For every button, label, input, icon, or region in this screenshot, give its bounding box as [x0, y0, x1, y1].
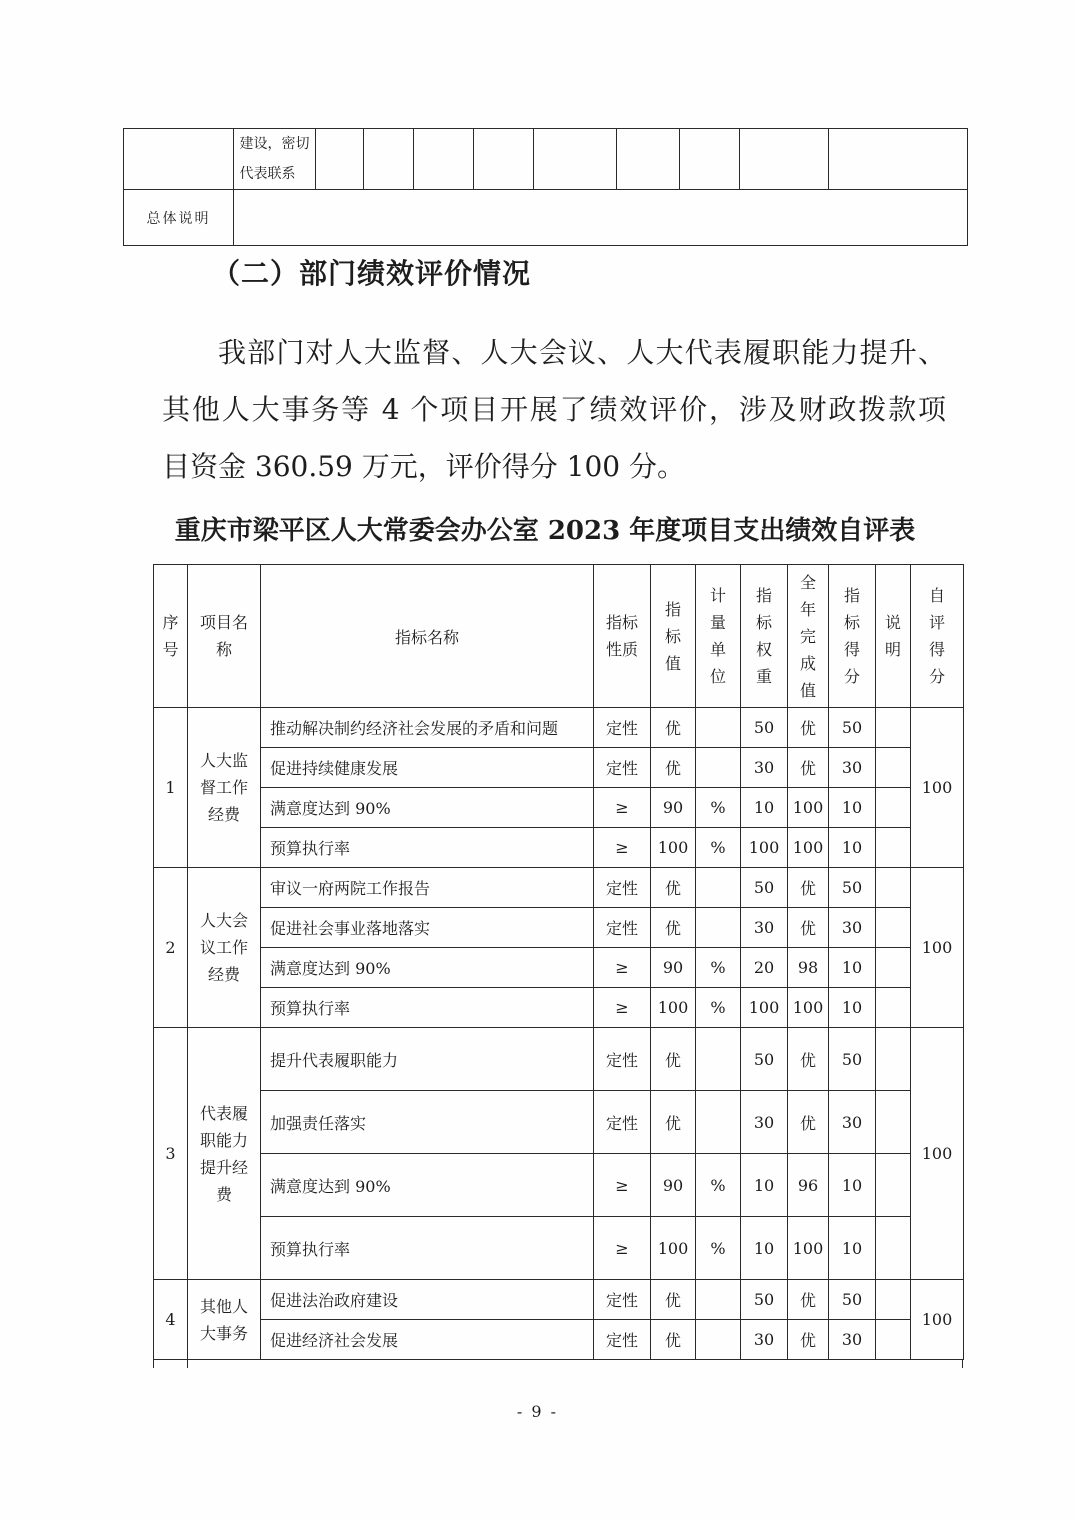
- cell-note: [876, 828, 911, 868]
- cell-note: [876, 988, 911, 1028]
- group-self-score-cell: 100: [911, 708, 964, 868]
- cell-note: [876, 1154, 911, 1217]
- fragment-empty-cell: [124, 129, 234, 190]
- col-header-target-value: [651, 565, 696, 708]
- col-header-indicator-score: [829, 565, 876, 708]
- cell-indicator: 满意度达到 90%: [261, 948, 594, 988]
- col-header-annual-actual: [788, 565, 829, 708]
- group-project-name: 其他人大事务: [199, 1296, 248, 1343]
- section-heading: （二）部门绩效评价情况: [212, 257, 532, 290]
- cell-nature: 定性: [594, 748, 651, 788]
- cell-score: 50: [829, 708, 876, 748]
- table-row: [154, 1028, 964, 1091]
- cell-nature: ≥: [594, 948, 651, 988]
- cell-actual: 优: [788, 748, 829, 788]
- cell-weight: 10: [741, 1217, 788, 1280]
- table-row: [154, 1320, 964, 1360]
- cell-nature: ≥: [594, 788, 651, 828]
- fragment-table: [123, 128, 968, 246]
- group-self-score-cell: 100: [911, 1028, 964, 1280]
- cell-score: 50: [829, 1028, 876, 1091]
- page-number: - 9 -: [516, 1402, 559, 1421]
- cell-nature: 定性: [594, 708, 651, 748]
- table-cut-border-stub: [187, 1359, 188, 1368]
- cell-target: 100: [651, 828, 696, 868]
- cell-nature: 定性: [594, 908, 651, 948]
- table-row: [154, 1091, 964, 1154]
- cell-actual: 100: [788, 788, 829, 828]
- cell-actual: 优: [788, 1320, 829, 1360]
- cell-unit: [696, 1028, 741, 1091]
- cell-nature: 定性: [594, 1028, 651, 1091]
- group-project-cell: [188, 708, 261, 868]
- group-project-cell: [188, 1028, 261, 1280]
- cell-unit: [696, 868, 741, 908]
- col-header-label: 全年完成值: [799, 572, 816, 700]
- table-row: [154, 948, 964, 988]
- table-row: [154, 1154, 964, 1217]
- cell-actual: 优: [788, 868, 829, 908]
- fragment-empty-cell: [474, 129, 534, 190]
- group-project-name: 代表履职能力提升经费: [199, 1103, 248, 1204]
- col-header-label: 项目名称: [199, 613, 248, 659]
- overall-note-label: 总体说明: [146, 210, 211, 227]
- cell-target: 90: [651, 788, 696, 828]
- cell-nature: ≥: [594, 1154, 651, 1217]
- paragraph-line: 其他人大事务等 4 个项目开展了绩效评价，涉及财政拨款项: [162, 393, 946, 426]
- cell-note: [876, 788, 911, 828]
- cell-nature: 定性: [594, 868, 651, 908]
- cell-score: 10: [829, 828, 876, 868]
- cell-nature: 定性: [594, 1091, 651, 1154]
- cell-weight: 30: [741, 1320, 788, 1360]
- cell-target: 优: [651, 868, 696, 908]
- table-cut-border-stub: [962, 1359, 963, 1368]
- fragment-empty-cell: [316, 129, 364, 190]
- cell-target: 优: [651, 1091, 696, 1154]
- cell-note: [876, 908, 911, 948]
- cell-indicator: 推动解决制约经济社会发展的矛盾和问题: [261, 708, 594, 748]
- table-cut-border-stub: [153, 1359, 154, 1368]
- cell-weight: 50: [741, 868, 788, 908]
- cell-unit: %: [696, 1217, 741, 1280]
- cell-weight: 30: [741, 1091, 788, 1154]
- cell-actual: 100: [788, 988, 829, 1028]
- table-title: 重庆市梁平区人大常委会办公室 2023 年度项目支出绩效自评表: [174, 516, 916, 546]
- cell-unit: %: [696, 948, 741, 988]
- cell-target: 优: [651, 1320, 696, 1360]
- table-row: [154, 828, 964, 868]
- cell-weight: 50: [741, 1280, 788, 1320]
- group-project-cell: [188, 1280, 261, 1360]
- cell-unit: [696, 748, 741, 788]
- cell-weight: 100: [741, 988, 788, 1028]
- cell-indicator: 满意度达到 90%: [261, 788, 594, 828]
- fragment-empty-cell: [534, 129, 617, 190]
- cell-weight: 50: [741, 708, 788, 748]
- cell-target: 90: [651, 1154, 696, 1217]
- cell-score: 10: [829, 948, 876, 988]
- cell-score: 50: [829, 868, 876, 908]
- cell-unit: [696, 708, 741, 748]
- cell-unit: %: [696, 788, 741, 828]
- col-header-note: [876, 565, 911, 708]
- cell-unit: %: [696, 828, 741, 868]
- cell-unit: %: [696, 1154, 741, 1217]
- cell-weight: 100: [741, 828, 788, 868]
- group-seq-cell: 4: [154, 1280, 188, 1360]
- cell-note: [876, 868, 911, 908]
- paragraph-line: 我部门对人大监督、人大会议、人大代表履职能力提升、: [218, 336, 946, 369]
- cell-target: 90: [651, 948, 696, 988]
- cell-note: [876, 1028, 911, 1091]
- cell-actual: 优: [788, 908, 829, 948]
- cell-indicator: 促进社会事业落地落实: [261, 908, 594, 948]
- cell-nature: 定性: [594, 1280, 651, 1320]
- cell-indicator: 预算执行率: [261, 1217, 594, 1280]
- table-row: [154, 1217, 964, 1280]
- group-seq-cell: 1: [154, 708, 188, 868]
- cell-indicator: 促进持续健康发展: [261, 748, 594, 788]
- table-row: [154, 1280, 964, 1320]
- col-header-project-name: [188, 565, 261, 708]
- cell-target: 优: [651, 748, 696, 788]
- cell-nature: ≥: [594, 1217, 651, 1280]
- cell-note: [876, 1217, 911, 1280]
- cell-nature: 定性: [594, 1320, 651, 1360]
- fragment-empty-cell: [740, 129, 829, 190]
- fragment-empty-cell: [829, 129, 968, 190]
- cell-weight: 10: [741, 1154, 788, 1217]
- cell-indicator: 审议一府两院工作报告: [261, 868, 594, 908]
- group-self-score-cell: 100: [911, 1280, 964, 1360]
- cell-unit: [696, 908, 741, 948]
- cell-nature: ≥: [594, 828, 651, 868]
- cell-score: 50: [829, 1280, 876, 1320]
- cell-note: [876, 948, 911, 988]
- paragraph-line: 目资金 360.59 万元，评价得分 100 分。: [162, 450, 686, 483]
- group-project-name: 人大监督工作经费: [199, 751, 248, 824]
- fragment-empty-cell: [680, 129, 740, 190]
- cell-score: 10: [829, 988, 876, 1028]
- cell-score: 10: [829, 1154, 876, 1217]
- cell-score: 30: [829, 1091, 876, 1154]
- intro-paragraph: [162, 324, 946, 495]
- cell-score: 10: [829, 1217, 876, 1280]
- col-header-label: 序号: [162, 613, 179, 659]
- cell-note: [876, 1320, 911, 1360]
- col-header-label: 指标名称: [394, 627, 459, 647]
- cell-note: [876, 748, 911, 788]
- self-eval-table: [153, 564, 964, 1360]
- cell-indicator: 提升代表履职能力: [261, 1028, 594, 1091]
- col-header-indicator-name: [261, 565, 594, 708]
- overall-note-label-cell: [124, 190, 234, 246]
- overall-note-value-cell: [234, 190, 968, 246]
- cell-weight: 10: [741, 788, 788, 828]
- cell-score: 30: [829, 748, 876, 788]
- cell-unit: [696, 1320, 741, 1360]
- table-row: [154, 708, 964, 748]
- cell-weight: 30: [741, 748, 788, 788]
- col-header-label: 计量单位: [709, 586, 726, 686]
- cell-indicator: 加强责任落实: [261, 1091, 594, 1154]
- cell-weight: 30: [741, 908, 788, 948]
- group-project-name: 人大会议工作经费: [199, 911, 248, 984]
- cell-score: 10: [829, 788, 876, 828]
- cell-note: [876, 1091, 911, 1154]
- col-header-unit: [696, 565, 741, 708]
- col-header-label: 指标权重: [755, 586, 772, 686]
- table-row: [154, 988, 964, 1028]
- cell-actual: 优: [788, 708, 829, 748]
- cell-indicator: 促进经济社会发展: [261, 1320, 594, 1360]
- cell-actual: 100: [788, 828, 829, 868]
- cell-score: 30: [829, 1320, 876, 1360]
- group-seq-cell: 3: [154, 1028, 188, 1280]
- cell-target: 100: [651, 988, 696, 1028]
- fragment-empty-cell: [364, 129, 414, 190]
- cell-target: 优: [651, 708, 696, 748]
- cell-actual: 100: [788, 1217, 829, 1280]
- cell-actual: 优: [788, 1091, 829, 1154]
- cell-actual: 优: [788, 1028, 829, 1091]
- table-row: [154, 788, 964, 828]
- col-header-indicator-nature: [594, 565, 651, 708]
- cell-target: 优: [651, 1280, 696, 1320]
- group-self-score-cell: 100: [911, 868, 964, 1028]
- cell-target: 100: [651, 1217, 696, 1280]
- cell-target: 优: [651, 908, 696, 948]
- table-row: [154, 868, 964, 908]
- cell-indicator: 满意度达到 90%: [261, 1154, 594, 1217]
- fragment-empty-cell: [414, 129, 474, 190]
- cell-unit: [696, 1091, 741, 1154]
- cell-weight: 20: [741, 948, 788, 988]
- fragment-cell-text: 建设，密切代表联系: [239, 136, 310, 182]
- group-seq-cell: 2: [154, 868, 188, 1028]
- fragment-text-cell: [234, 129, 316, 190]
- col-header-seq: [154, 565, 188, 708]
- table-row: [154, 908, 964, 948]
- cell-note: [876, 1280, 911, 1320]
- cell-actual: 优: [788, 1280, 829, 1320]
- table-row: [154, 748, 964, 788]
- cell-actual: 98: [788, 948, 829, 988]
- cell-unit: %: [696, 988, 741, 1028]
- col-header-weight: [741, 565, 788, 708]
- cell-indicator: 促进法治政府建设: [261, 1280, 594, 1320]
- cell-unit: [696, 1280, 741, 1320]
- cell-indicator: 预算执行率: [261, 828, 594, 868]
- col-header-label: 指标值: [664, 599, 681, 673]
- group-project-cell: [188, 868, 261, 1028]
- cell-target: 优: [651, 1028, 696, 1091]
- col-header-label: 指标得分: [843, 586, 860, 686]
- cell-indicator: 预算执行率: [261, 988, 594, 1028]
- col-header-label: 指标性质: [605, 613, 638, 659]
- col-header-label: 说明: [884, 613, 901, 659]
- col-header-label: 自评得分: [928, 586, 945, 686]
- cell-weight: 50: [741, 1028, 788, 1091]
- cell-score: 30: [829, 908, 876, 948]
- cell-note: [876, 708, 911, 748]
- fragment-empty-cell: [617, 129, 680, 190]
- col-header-self-score: [911, 565, 964, 708]
- cell-actual: 96: [788, 1154, 829, 1217]
- cell-nature: ≥: [594, 988, 651, 1028]
